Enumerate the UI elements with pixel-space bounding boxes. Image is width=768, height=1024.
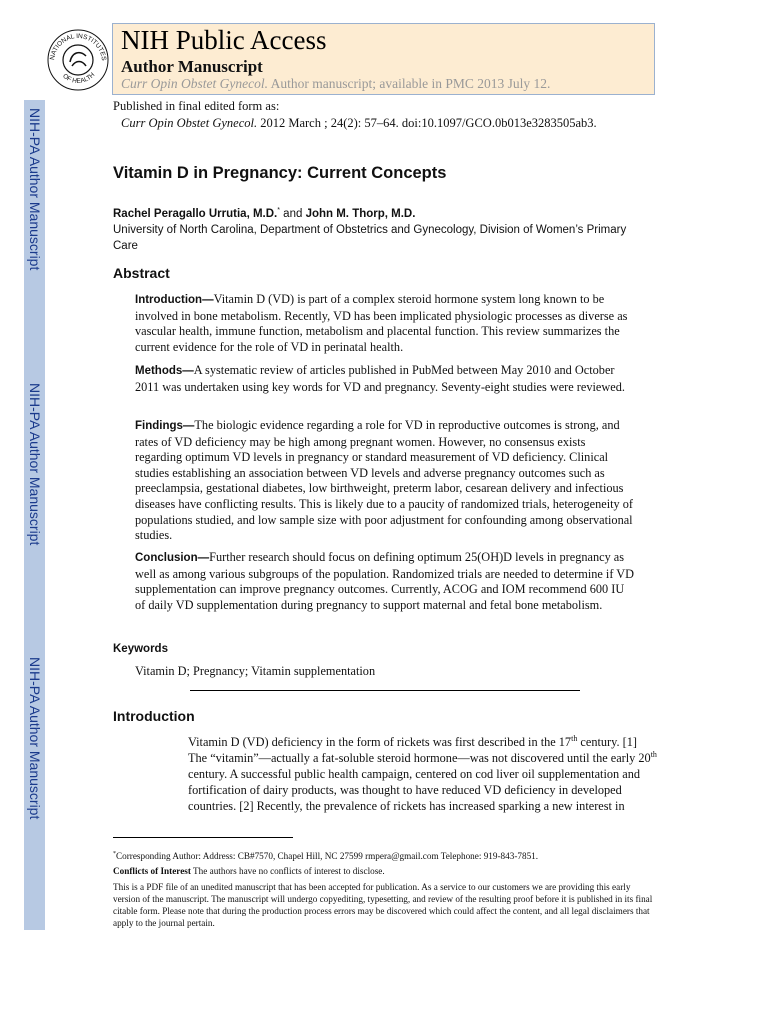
footnote-conflicts xyxy=(113,865,653,877)
abstract-findings-lead: Findings— xyxy=(135,420,195,432)
footnote-mark: * xyxy=(113,850,116,857)
author-1-mark: * xyxy=(277,207,280,214)
author-block xyxy=(113,203,643,254)
footnote-corresponding xyxy=(113,850,653,862)
nih-logo xyxy=(44,22,112,94)
abstract-methods-text: A systematic review of articles published in PubMed between May 2010 and October 2011 was undertaken using key words for VD and pregnancy. Seventy-eight studies were reviewed. xyxy=(135,363,625,394)
abstract-conclusion-lead: Conclusion— xyxy=(135,552,210,564)
banner-availability: Author manuscript; available in PMC 2013 July 12. xyxy=(267,76,551,91)
intro-text-3: century. A successful public health campaign, centered on cod liver oil supplementation and fortification of dairy products, was thought to have reduced VD deficiency in developed countries. [2] Recently, the prevalence of rickets has increased sparking a new interest in xyxy=(188,767,640,813)
banner-citation xyxy=(121,76,550,92)
abstract-conclusion-text: Further research should focus on defining optimum 25(OH)D levels in pregnancy as well as among various subgroups of the population. Randomized trials are needed to determine if VD supplementation can improve pregnancy outcomes. Currently, ACOG and IOM recommend 600 IU of daily VD supplementation during pregnancy to support maternal and fetal bone metabolism. xyxy=(135,550,635,612)
footnote-corresponding-text: Corresponding Author: Address: CB#7570, Chapel Hill, NC 27599 rmpera@gmail.com Telephone: 919-843-7851. xyxy=(116,851,539,861)
nih-pa-sidebar xyxy=(24,100,45,930)
published-details: 2012 March ; 24(2): 57–64. doi:10.1097/GCO.0b013e3283505ab3. xyxy=(257,116,597,130)
logo-text-bottom: OF HEALTH xyxy=(61,71,97,85)
intro-text-2: century. [1] The “vitamin”—actually a fat-soluble steroid hormone—was not discovered until the early 20 xyxy=(188,735,651,765)
sidebar-label: NIH-PA Author Manuscript xyxy=(27,383,43,546)
abstract-introduction-lead: Introduction— xyxy=(135,294,214,306)
footnote-rule xyxy=(113,837,293,838)
section-divider xyxy=(190,690,580,691)
intro-sup-2: th xyxy=(650,749,657,759)
published-intro: Published in final edited form as: xyxy=(113,99,280,113)
abstract-heading: Abstract xyxy=(113,265,170,281)
author-1: Rachel Peragallo Urrutia, M.D. xyxy=(113,207,278,220)
intro-text-1: Vitamin D (VD) deficiency in the form of rickets was first described in the 17 xyxy=(188,735,572,749)
introduction-paragraph xyxy=(188,734,658,814)
footnote-disclaimer: This is a PDF file of an unedited manuscript that has been accepted for publication. As a service to our customers we are providing this early version of the manuscript. The manuscript will undergo copyediting, typesetting, and review of the resulting proof before it is published in its final citable form. Please note that during the production process errors may be discovered which could affect the content, and all legal disclaimers that apply to the journal pertain. xyxy=(113,882,653,928)
affiliation: University of North Carolina, Department of Obstetrics and Gynecology, Division of Women’s Primary Care xyxy=(113,223,627,252)
published-citation xyxy=(113,115,597,132)
published-journal: Curr Opin Obstet Gynecol. xyxy=(121,116,258,130)
banner-title: NIH Public Access xyxy=(121,25,327,55)
sidebar-label: NIH-PA Author Manuscript xyxy=(27,108,43,271)
author-and: and xyxy=(279,207,306,220)
author-2: John M. Thorp, M.D. xyxy=(305,207,416,220)
keywords-list: Vitamin D; Pregnancy; Vitamin supplementation xyxy=(135,664,376,678)
published-in xyxy=(113,98,597,132)
keywords-heading: Keywords xyxy=(113,643,168,655)
abstract-findings xyxy=(135,418,635,544)
article-title: Vitamin D in Pregnancy: Current Concepts xyxy=(113,164,447,182)
introduction-heading: Introduction xyxy=(113,708,195,724)
abstract-methods-lead: Methods— xyxy=(135,365,194,377)
banner-subtitle: Author Manuscript xyxy=(121,57,263,76)
abstract-introduction xyxy=(135,292,635,355)
abstract-introduction-text: Vitamin D (VD) is part of a complex steroid hormone system long known to be involved in bone metabolism. Recently, VD has been implicated physiologic processes as diverse as vascular health, immune function, metabolism and placental function. This review summarizes the current evidence for the role of VD in perinatal health. xyxy=(135,292,628,354)
sidebar-label: NIH-PA Author Manuscript xyxy=(27,657,43,820)
abstract-methods xyxy=(135,363,635,395)
footnote-conflicts-text: The authors have no conflicts of interest to disclose. xyxy=(190,866,385,876)
abstract-conclusion xyxy=(135,550,635,613)
logo-text-top: NATIONAL INSTITUTES xyxy=(49,32,108,62)
intro-sup-1: th xyxy=(571,733,578,743)
nih-public-access-banner xyxy=(112,23,655,95)
banner-journal: Curr Opin Obstet Gynecol. xyxy=(121,76,268,91)
footnote-conflicts-lead: Conflicts of Interest xyxy=(113,866,191,876)
abstract-findings-text: The biologic evidence regarding a role for VD in reproductive outcomes is strong, and rates of VD deficiency may be high among pregnant women. However, no consensus exists regarding optimum VD levels in pregnancy or standard measurement of VD deficiency. Clinical studies establishing an association between VD levels and adverse pregnancy outcomes such as preeclampsia, gestational diabetes, low birthweight, preterm labor, cesarean delivery and infectious diseases have conflicting results. This is likely due to a paucity of randomized trials, heterogeneity of populations studied, and low sample size with poor adjustment for confounding among observational studies. xyxy=(135,418,633,543)
